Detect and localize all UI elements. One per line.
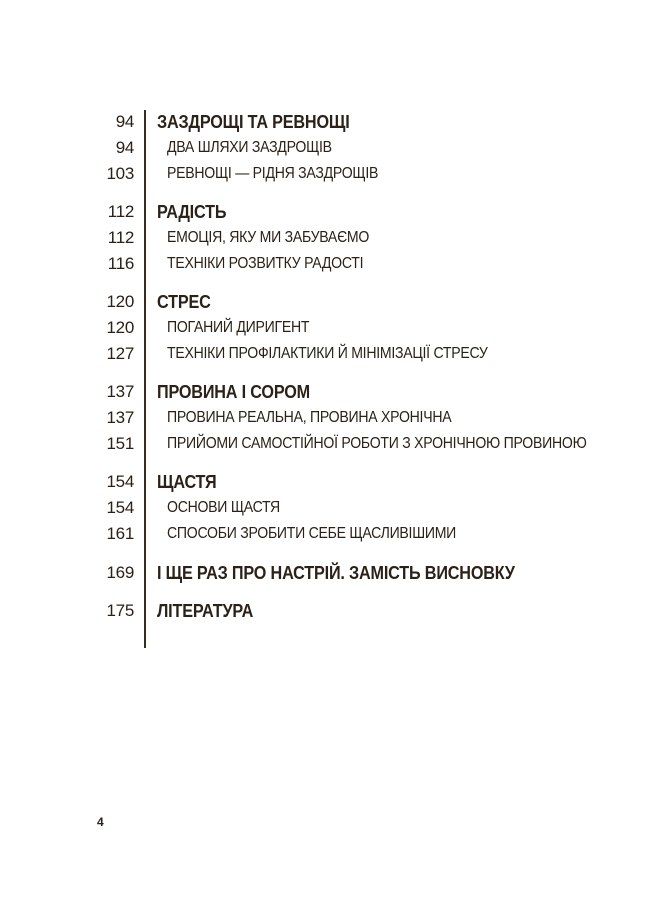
- chapter-page-number: 137: [106, 382, 134, 401]
- subsection-page-number: 103: [106, 164, 134, 183]
- chapter-page-number: 175: [106, 601, 134, 620]
- chapter-page-number: 94: [115, 112, 134, 131]
- toc-chapter-row[interactable]: [0, 469, 650, 495]
- subsection-page-number: 116: [107, 254, 134, 273]
- subsection-page-number: 112: [107, 228, 134, 247]
- chapter-page-number: 120: [106, 292, 134, 311]
- toc-subsection-row[interactable]: [0, 251, 650, 277]
- subsection-title: ЕМОЦІЯ, ЯКУ МИ ЗАБУВАЄМО: [167, 229, 370, 246]
- toc-subsection-row[interactable]: [0, 315, 650, 341]
- chapter-page-number: 169: [106, 563, 134, 582]
- toc-subsection-row[interactable]: [0, 161, 650, 187]
- subsection-title: СПОСОБИ ЗРОБИТИ СЕБЕ ЩАСЛИВІШИМИ: [167, 525, 457, 542]
- toc-subsection-row[interactable]: [0, 521, 650, 547]
- toc-chapter-row[interactable]: [0, 109, 650, 135]
- subsection-title: ТЕХНІКИ РОЗВИТКУ РАДОСТІ: [167, 255, 364, 272]
- chapter-title: ПРОВИНА І СОРОМ: [157, 382, 310, 402]
- subsection-title: РЕВНОЩІ — РІДНЯ ЗАЗДРОЩІВ: [167, 165, 379, 182]
- toc-subsection-row[interactable]: [0, 341, 650, 367]
- toc-chapter-row[interactable]: [0, 598, 650, 624]
- toc-chapter-row[interactable]: [0, 289, 650, 315]
- subsection-page-number: 94: [115, 138, 134, 157]
- page-number: 4: [97, 815, 104, 829]
- chapter-title: ЩАСТЯ: [157, 472, 217, 492]
- chapter-title: ЛІТЕРАТУРА: [157, 601, 254, 621]
- subsection-title: ТЕХНІКИ ПРОФІЛАКТИКИ Й МІНІМІЗАЦІЇ СТРЕСУ: [167, 345, 488, 362]
- subsection-page-number: 161: [106, 524, 134, 543]
- subsection-page-number: 154: [106, 498, 134, 517]
- chapter-page-number: 154: [106, 472, 134, 491]
- chapter-page-number: 112: [107, 202, 134, 221]
- toc-subsection-row[interactable]: [0, 135, 650, 161]
- toc-subsection-row[interactable]: [0, 225, 650, 251]
- toc-subsection-row[interactable]: [0, 405, 650, 431]
- chapter-title: ЗАЗДРОЩІ ТА РЕВНОЩІ: [157, 112, 350, 132]
- toc-chapter-row[interactable]: [0, 560, 650, 586]
- toc-subsection-row[interactable]: [0, 495, 650, 521]
- subsection-title: ПРОВИНА РЕАЛЬНА, ПРОВИНА ХРОНІЧНА: [167, 409, 452, 426]
- toc-chapter-row[interactable]: [0, 379, 650, 405]
- chapter-title: РАДІСТЬ: [157, 202, 227, 222]
- subsection-page-number: 127: [106, 344, 134, 363]
- subsection-page-number: 137: [106, 408, 134, 427]
- subsection-title: ПОГАНИЙ ДИРИГЕНТ: [167, 319, 310, 336]
- subsection-title: ОСНОВИ ЩАСТЯ: [167, 499, 280, 516]
- subsection-page-number: 120: [106, 318, 134, 337]
- chapter-title: СТРЕС: [157, 292, 211, 312]
- subsection-title: ПРИЙОМИ САМОСТІЙНОЇ РОБОТИ З ХРОНІЧНОЮ ПРОВИНОЮ: [167, 435, 587, 452]
- toc-subsection-row[interactable]: [0, 431, 650, 457]
- subsection-title: ДВА ШЛЯХИ ЗАЗДРОЩІВ: [167, 139, 332, 156]
- chapter-title: І ЩЕ РАЗ ПРО НАСТРІЙ. ЗАМІСТЬ ВИСНОВКУ: [157, 563, 515, 583]
- toc-chapter-row[interactable]: [0, 199, 650, 225]
- subsection-page-number: 151: [106, 434, 134, 453]
